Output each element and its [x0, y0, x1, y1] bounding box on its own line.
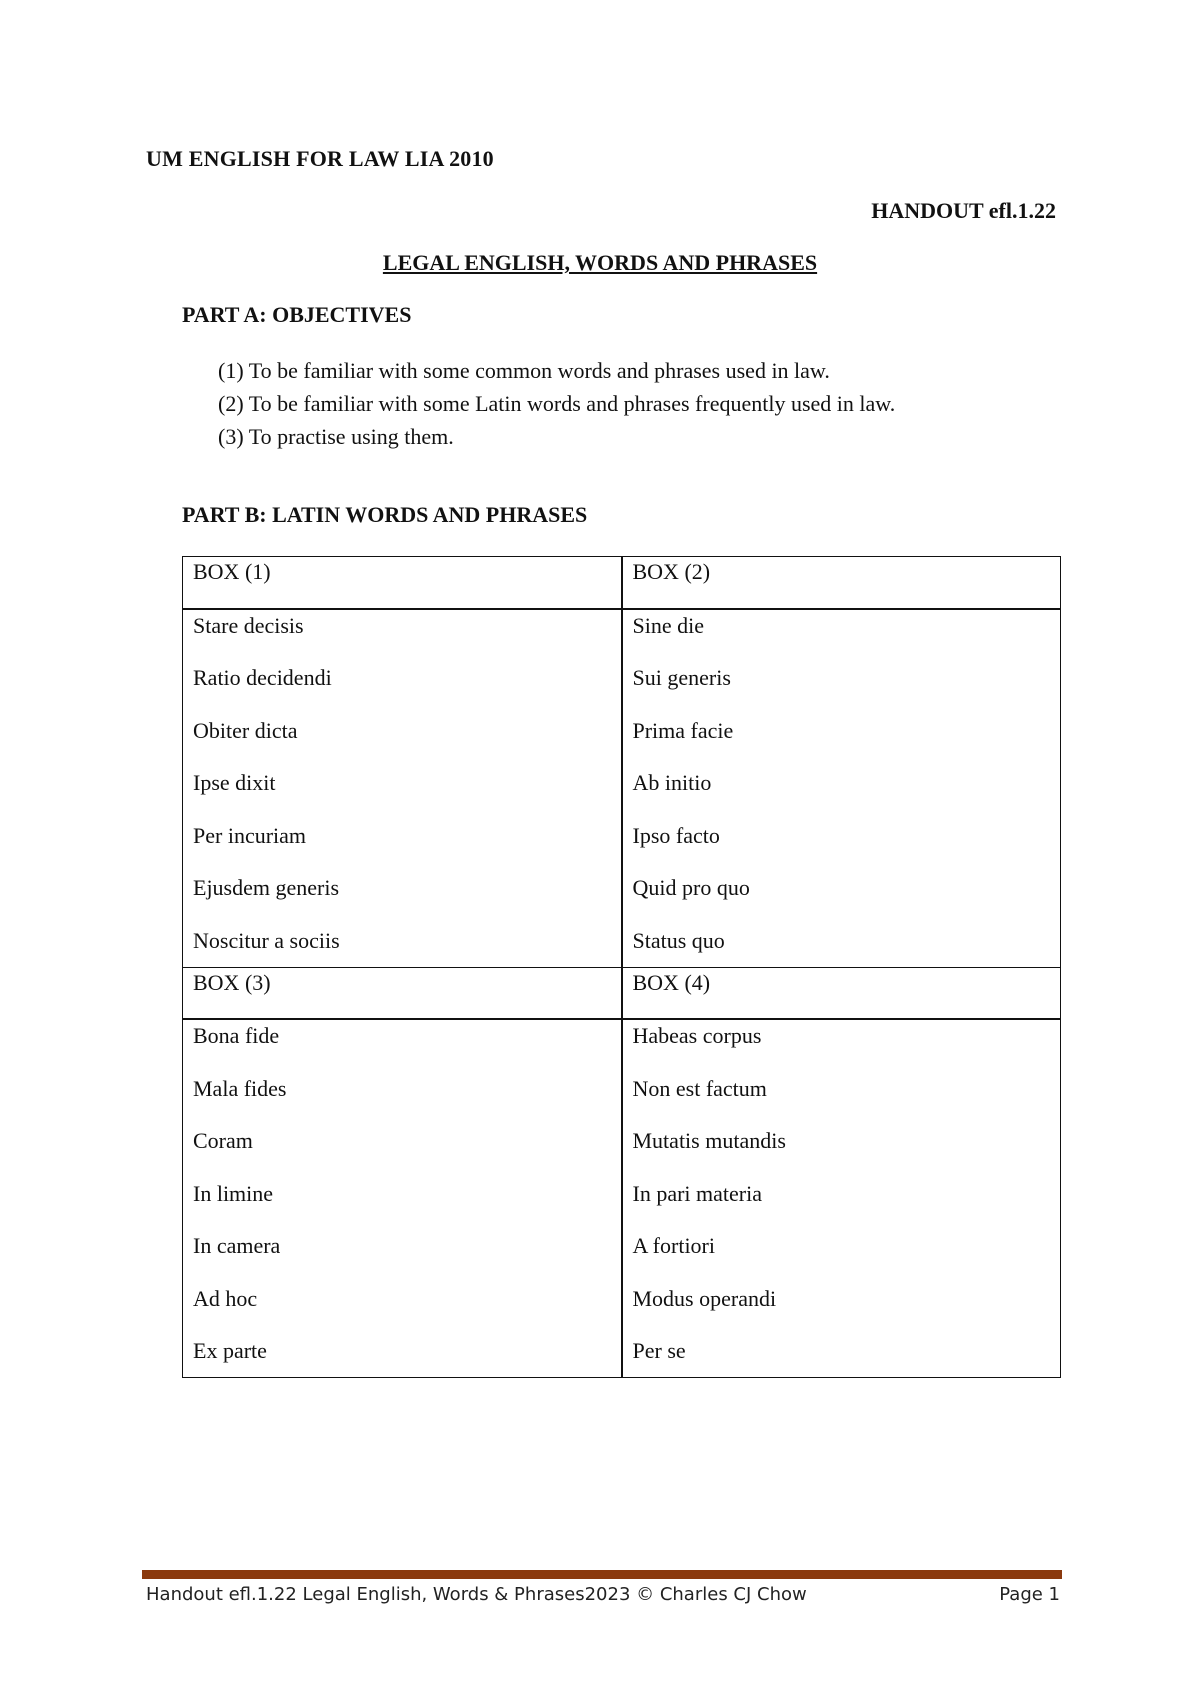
- handout-code: HANDOUT efl.1.22: [871, 198, 1056, 223]
- latin-term: Prima facie: [632, 717, 734, 743]
- document-title: [0, 250, 1200, 276]
- box-header-row: [183, 967, 1061, 1019]
- latin-term: Bona fide: [193, 1023, 280, 1048]
- box-label: BOX (2): [622, 557, 1061, 609]
- latin-term: Per incuriam: [193, 822, 307, 848]
- latin-term: In camera: [193, 1233, 281, 1258]
- part-a-heading: PART A: OBJECTIVES: [182, 302, 412, 327]
- latin-term: Non est factum: [632, 1075, 767, 1101]
- latin-term: Ipso facto: [632, 822, 720, 848]
- latin-term: Ejusdem generis: [193, 875, 340, 900]
- latin-term: In limine: [193, 1180, 274, 1206]
- box-body-row: [183, 609, 1061, 968]
- box-4-terms: [622, 1019, 1061, 1378]
- latin-term: Per se: [632, 1338, 686, 1363]
- latin-term: Ipse dixit: [193, 770, 276, 795]
- objective-item: (3) To practise using them.: [218, 424, 454, 449]
- box-label: BOX (3): [183, 967, 622, 1019]
- box-header-row: [183, 557, 1061, 609]
- box-body-row: [183, 1019, 1061, 1378]
- box-2-terms: [622, 609, 1061, 968]
- latin-phrases-table: [182, 556, 1061, 1378]
- latin-term: Ab initio: [632, 770, 712, 795]
- box-label: BOX (4): [622, 967, 1061, 1019]
- document-title-text: LEGAL ENGLISH, WORDS AND PHRASES: [382, 250, 818, 275]
- latin-term: Noscitur a sociis: [193, 927, 340, 953]
- box-3-terms: [183, 1019, 622, 1378]
- latin-term: In pari materia: [632, 1180, 762, 1206]
- latin-term: Obiter dicta: [193, 717, 298, 743]
- objective-item: (2) To be familiar with some Latin words and phrases frequently used in law.: [218, 391, 896, 416]
- latin-term: Mutatis mutandis: [632, 1128, 786, 1153]
- course-title: UM ENGLISH FOR LAW LIA 2010: [146, 146, 494, 171]
- box-1-terms: [183, 609, 622, 968]
- latin-term: Status quo: [632, 927, 725, 953]
- latin-term: Sine die: [632, 612, 704, 638]
- latin-term: Mala fides: [193, 1075, 287, 1101]
- latin-term: A fortiori: [632, 1233, 715, 1258]
- footer-text: Handout efl.1.22 Legal English, Words & Phrases2023 © Charles CJ Chow: [146, 1584, 807, 1605]
- objective-item: (1) To be familiar with some common words and phrases used in law.: [218, 358, 830, 383]
- box-label: BOX (1): [183, 557, 622, 609]
- latin-term: Ex parte: [193, 1338, 267, 1363]
- part-b-heading: PART B: LATIN WORDS AND PHRASES: [182, 502, 588, 527]
- latin-term: Modus operandi: [632, 1285, 777, 1311]
- latin-term: Sui generis: [632, 665, 731, 690]
- latin-term: Ratio decidendi: [193, 665, 332, 690]
- latin-term: Coram: [193, 1128, 253, 1153]
- latin-term: Quid pro quo: [632, 875, 750, 900]
- objectives-list: [218, 354, 895, 453]
- latin-term: Habeas corpus: [632, 1023, 762, 1048]
- page-number: Page 1: [999, 1584, 1060, 1605]
- latin-term: Stare decisis: [193, 612, 304, 638]
- footer-divider: [142, 1570, 1062, 1579]
- latin-term: Ad hoc: [193, 1285, 258, 1311]
